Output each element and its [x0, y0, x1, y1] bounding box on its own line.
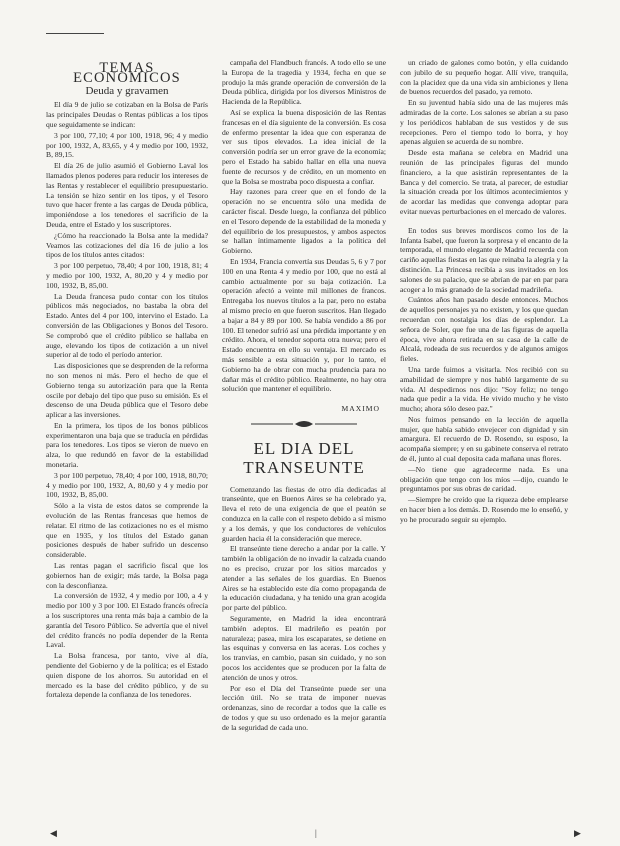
- paragraph: un criado de galones como botón, y ella cuidando con jubilo de su pequeño hogar. Allí vive, tranquila, con la placidez que da una vida sin ambiciones y llena de buenos recuerdos del pasado, ya remoto.: [400, 58, 568, 97]
- ornament-divider: [222, 418, 386, 433]
- paragraph: La conversión de 1932, 4 y medio por 100, a 4 y medio por 100 y 3 por 100. El Estado francés ofrecía a los suscriptores una renta más baja a cambio de la garantía del Tesoro Público. Se advertía que el nivel del crédito francés no podía depender de la Renta Laval.: [46, 591, 208, 650]
- column-right: [400, 58, 568, 838]
- article-signature: MAXIMO: [341, 404, 380, 414]
- crop-mark-icon: |: [315, 828, 317, 838]
- paragraph: Hay razones para creer que en el fondo de la operación no se encuentra sólo una medida de carácter fiscal. Desde luego, la confianza del público en el Tesoro depende de la estabilidad de la moneda y del equilibrio de los presupuestos, y ambos aspectos se hallan íntimamente ligados a la política del Gobierno.: [222, 187, 386, 256]
- column-middle: [222, 58, 386, 838]
- paragraph: En la primera, los tipos de los bonos públicos experimentaron una baja que se traducía en pérdidas para los tenedores. Los tipos se vieron de nuevo en alza, lo que redundó en favor de la estabilidad monetaria.: [46, 420, 208, 470]
- paragraph: —No tiene que agradecerme nada. Es una obligación que tengo con los míos —dijo, cuando le preguntamos por sus obras de caridad.: [400, 464, 568, 494]
- paragraph: Cuántos años han pasado desde entonces. Muchos de aquellos personajes ya no existen, y los que quedan recuerdan con nostalgia los días de esplendor. La señora de Soler, que fue una de las figuras de aquella época, vive ahora retirada en su casa de la calle de Alcalá, rodeada de sus recuerdos y de algunos amigos fieles.: [400, 295, 568, 364]
- article-subtitle: Deuda y gravamen: [85, 84, 169, 97]
- registration-mark-icon: ▶: [574, 828, 581, 838]
- paragraph: 3 por 100, 77,10; 4 por 100, 1918, 96; 4 y medio por 100, 1932, A, 83,65, y 4 y medio por 100, 1932, B, 89,15.: [46, 130, 208, 160]
- column-left: [46, 58, 208, 838]
- paragraph: El transeúnte tiene derecho a andar por la calle. Y también la obligación de no invadir la calzada cuando no es preciso, cruzar por los sitios marcados y atender a las señales de los guardias. En Buenos Aires se ha establecido este día como propaganda de la educación ciudadana, y ha tenido una gran acogida por parte del público.: [222, 544, 386, 613]
- paragraph: La Deuda francesa pudo contar con los títulos públicos más negociados, no bastaba la obra del Estado. Antes del 4 por 100, intervino el Estado. La conversión de las Obligaciones y Bonos del Tesoro. Se comprobó que el crédito público se hallaba en auge, elevando los tipos de cotización a un nivel superior al de todo el período anterior.: [46, 291, 208, 360]
- registration-mark-icon: ◀: [50, 828, 57, 838]
- article-title: EL DIA DEL TRANSEUNTE: [243, 438, 365, 477]
- top-rule: [46, 33, 104, 34]
- paragraph: Seguramente, en Madrid la idea encontrará también adeptos. El madrileño es peatón por naturaleza; pasea, mira los escaparates, se detiene en las esquinas y conversa en las aceras. Los coches y los tranvías, en cambio, pasan sin cuidado, y no son pocos los accidentes que se producen por la falta de atención de unos y otros.: [222, 614, 386, 682]
- paragraph: Por eso el Día del Transeúnte puede ser una lección útil. No se trata de imponer nuevas ordenanzas, sino de recordar a todos que la calle es de todos y que su uso ordenado es la mejor garantía de la seguridad de cada uno.: [222, 683, 386, 732]
- paragraph: Desde esta mañana se celebra en Madrid una reunión de las principales figuras del mundo financiero, a la que asistirán representantes de la Banca y del comercio. Se trata, al parecer, de estudiar la situación creada por los últimos acontecimientos y de acordar las medidas que convenga adoptar para evitar nuevas perturbaciones en el mercado de valores.: [400, 148, 568, 216]
- ornament-icon: [249, 418, 359, 430]
- section-title: TEMAS ECONOMICOS: [73, 60, 181, 86]
- paragraph: En todos sus breves mordiscos como los de la Infanta Isabel, que fueron la sorpresa y el encanto de la temporada, el mundo elegante de Madrid recuerda con cariño aquellas fiestas en las que reinaba la alegría y la distinción. La Princesa recibía a sus invitados en los salones de su palacio, que se abrían de par en par para acoger a lo más granado de la sociedad madrileña.: [400, 225, 568, 294]
- paragraph: El día 26 de julio asumió el Gobierno Laval los llamados plenos poderes para reducir los intereses de las Rentas y restablecer el equilibrio presupuestario. La tensión se hizo sentir en los tipos, y el Tesoro tuvo que hacer frente a las cargas de Deuda pública, imponiéndose a los tenedores el sacrificio de la Deuda, entre el Estado y los suscriptores.: [46, 161, 208, 229]
- paragraph: La Bolsa francesa, por tanto, vive al día, pendiente del Gobierno y de la política; es el Estado quien dispone de los ahorros. Su autoridad en el mercado es la base del crédito público, y de su fortaleza depende la confianza de los tenedores.: [46, 651, 208, 700]
- paragraph: Así se explica la buena disposición de las Rentas francesas en el día siguiente de la conversión. Es cosa de enfermo presentar la idea que con esperanza de ver sus tipos elevados. La idea inicial de la conversión podría ser un error grave de la economía; pero el Estado ha sabido hallar en ella una nueva fuente de recursos y de crédito, en un momento en que la Bolsa se mostraba poco dispuesta a confiar.: [222, 107, 386, 186]
- paragraph: En 1934, Francia convertía sus Deudas 5, 6 y 7 por 100 en una Renta 4 y medio por 100, que no está al cambio actualmente por su baja cotización. La operación afectó a veinte mil millones de francos. Entregaba los nuevos títulos a la par, pero no estaba al mismo precio en que fueron suscritos. Han llegado a bajar a 84 y 89 por 100. Se había vendido a 86 por 100. El tenedor sufrió así una pérdida importante y en crédito. Ahora, el tenedor soporta otra nueva; pero el Estado encuentra en ello su ventaja. El mercado es más sensible a esta situación y, por lo tanto, el Gobierno ha de obrar con mucha prudencia para no dañar más el crédito público. Realmente, no hay otra solución que mantener el equilibrio.: [222, 256, 386, 394]
- paragraph: Comenzando las fiestas de otro día dedicadas al transeúnte, que en Buenos Aires se ha celebrado ya, lleva el reto de una exigencia de que el peatón se conduzca en la calle con el respeto debido a sí mismo y a los demás, y que los conductores de vehículos guarden hacia él la consideración que merece.: [222, 484, 386, 543]
- spacer: [400, 218, 568, 226]
- paragraph: —Siempre he creído que la riqueza debe emplearse en hacer bien a los demás. D. Rosendo me lo enseñó, y yo he procurado seguir su ejemplo.: [400, 495, 568, 524]
- paragraph: Las disposiciones que se desprenden de la reforma no son menos ni más. Pero el hecho de que el Gobierno tenga su autorización para que la Renta oscile por debajo del tipo que puso su emisión. Es el descenso de una Deuda pública que el Tesoro debe aplicar a las inversiones.: [46, 361, 208, 420]
- paragraph: Las rentas pagan el sacrificio fiscal que los gobiernos han de exigir; más tarde, la Bolsa paga con la desconfianza.: [46, 561, 208, 590]
- paragraph: Sólo a la vista de estos datos se comprende la evolución de las Rentas francesas que hemos de relatar. El ritmo de las cotizaciones no es el mismo que en 1935, y los títulos del Estado ganan posiciones después de haber sufrido un descenso considerable.: [46, 501, 208, 560]
- paragraph: Una tarde fuimos a visitarla. Nos recibió con su amabilidad de siempre y nos habló largamente de su vida. Al despedirnos nos dijo: "Soy feliz; no tengo nada que pedir a la vida. He vivido mucho y he visto mucho; ahora sólo deseo paz.": [400, 364, 568, 414]
- paragraph: En su juventud había sido una de las mujeres más admiradas de la corte. Los salones se abrían a su paso y los periódicos hablaban de sus vestidos y de sus recepciones. Pero el tiempo todo lo borra, y hoy apenas alguien se acuerda de su nombre.: [400, 98, 568, 147]
- paragraph: 3 por 100 perpetuo, 78,40; 4 por 100, 1918, 81; 4 y medio por 100, 1932, A, 80,20 y 4 y medio por 100, 1932, B, 85,00.: [46, 261, 208, 290]
- paragraph: ¿Cómo ha reaccionado la Bolsa ante la medida? Veamos las cotizaciones del día 16 de julio a los tipos de los títulos antes citados:: [46, 230, 208, 260]
- paragraph: El día 9 de julio se cotizaban en la Bolsa de París las principales Deudas o Rentas públicas a los tipos que seguidamente se indican:: [46, 100, 208, 129]
- paragraph: Nos fuimos pensando en la lección de aquella mujer, que había sabido envejecer con dignidad y sin amargura. El recuerdo de D. Rosendo, su esposo, la acompaña siempre; y en su gabinete conserva el retrato de él, junto al cual deposita cada mañana unas flores.: [400, 414, 568, 464]
- paragraph: campaña del Flandbuch francés. A todo ello se une la Europa de la tragedia y 1934, fecha en que se produjo la más grande operación de conversión de la Deuda pública, dirigida por los diversos Ministros de Hacienda de la República.: [222, 58, 386, 107]
- paragraph: 3 por 100 perpetuo, 78,40; 4 por 100, 1918, 80,70; 4 y medio por 100, 1932, A, 80,60 y 4 y medio por 100, 1932, B, 85,00.: [46, 470, 208, 500]
